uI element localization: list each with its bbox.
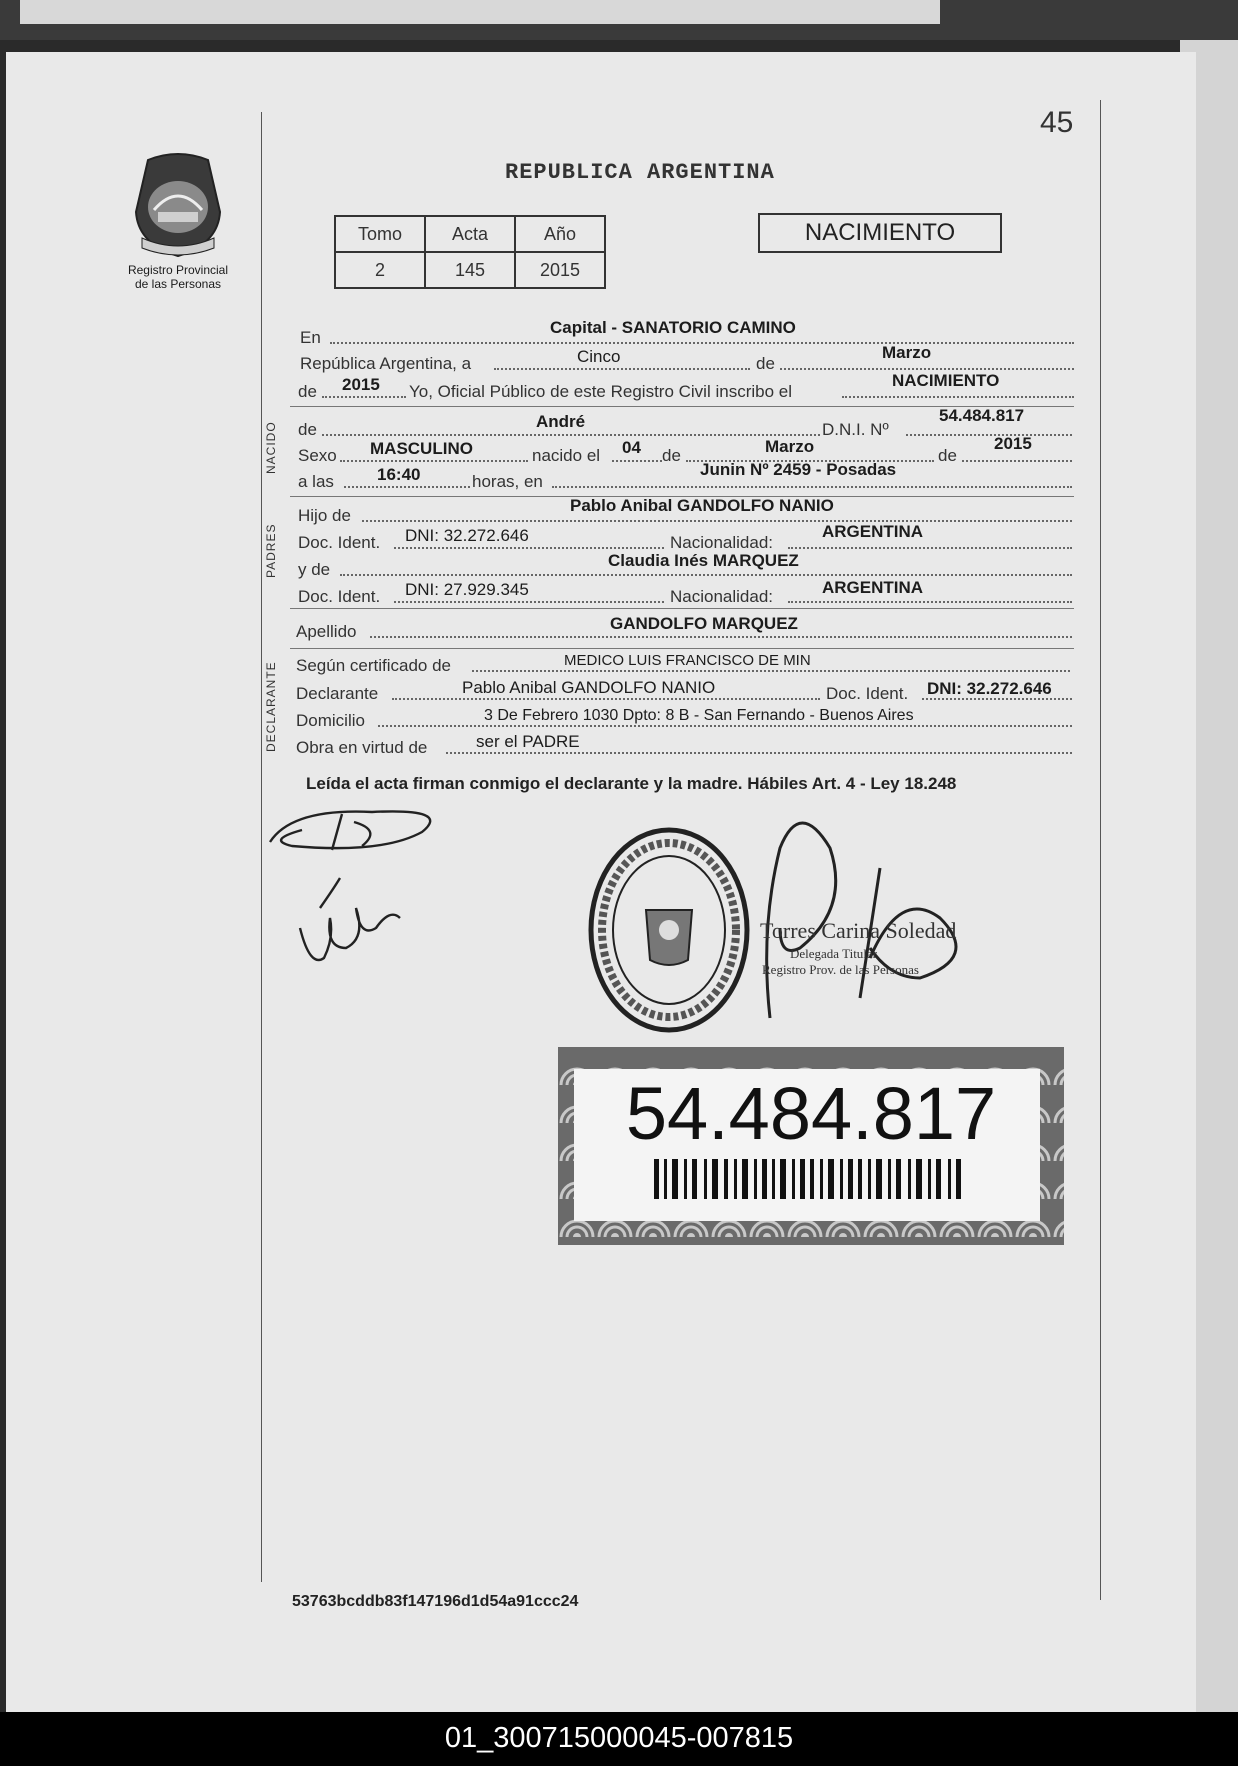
value-madre-nac: ARGENTINA	[822, 578, 924, 597]
dotted-line	[612, 458, 662, 462]
dotted-line	[906, 432, 1072, 436]
registry-table	[334, 215, 606, 289]
value-domicilio: 3 De Febrero 1030 Dpto: 8 B - San Fernando - Buenos Aires	[484, 707, 914, 724]
dotted-line	[842, 394, 1074, 398]
dotted-line	[780, 366, 1074, 370]
registry-value-acta: 145	[425, 252, 515, 288]
label-nacido-de: de	[298, 420, 317, 439]
label-de-mes: de	[756, 354, 775, 373]
value-declarante: Pablo Anibal GANDOLFO NANIO	[462, 678, 716, 697]
label-nacido-el: nacido el	[532, 446, 601, 465]
label-hijo-de: Hijo de	[298, 506, 351, 525]
value-madre-doc: DNI: 27.929.345	[405, 580, 529, 599]
section-separator	[290, 648, 1074, 649]
label-dni: D.N.I. Nº	[822, 420, 889, 439]
value-sexo: MASCULINO	[370, 439, 473, 458]
mother-signature	[290, 868, 410, 978]
value-dia: 04	[622, 438, 641, 457]
registry-header-anio: Año	[515, 216, 605, 252]
registry-header-row	[335, 216, 605, 252]
footer-id: 01_300715000045-007815	[444, 1722, 794, 1754]
document-hash: 53763bcddb83f147196d1d54a91ccc24	[292, 1593, 579, 1610]
value-obra: ser el PADRE	[476, 732, 580, 751]
dotted-line	[552, 484, 1072, 488]
dotted-line	[788, 599, 1072, 603]
label-nacionalidad: Nacionalidad:	[670, 533, 774, 552]
value-hora: 16:40	[377, 465, 421, 484]
value-anio-nac: 2015	[994, 434, 1032, 453]
registry-header-tomo: Tomo	[335, 216, 425, 252]
dotted-line	[494, 366, 750, 370]
label-doc-ident3: Doc. Ident.	[826, 684, 909, 703]
section-nacido: NACIDO	[264, 421, 278, 474]
value-dia-letras: Cinco	[577, 347, 621, 366]
label-nacionalidad2: Nacionalidad:	[670, 587, 774, 606]
label-horas-en: horas, en	[472, 472, 543, 491]
dotted-line	[330, 340, 1074, 344]
label-segun: Según certificado de	[296, 656, 451, 675]
label-de3: de	[938, 446, 957, 465]
value-padre: Pablo Anibal GANDOLFO NANIO	[570, 496, 834, 515]
label-de-anio: de	[298, 382, 317, 401]
emblem-caption-line2: de las Personas	[134, 277, 222, 291]
dotted-line	[788, 545, 1072, 549]
registry-value-anio: 2015	[515, 252, 605, 288]
section-padres: PADRES	[264, 523, 278, 578]
value-nombre: André	[536, 412, 586, 431]
value-lugar-nac: Junin Nº 2459 - Posadas	[700, 460, 897, 479]
label-doc-ident2: Doc. Ident.	[298, 587, 381, 606]
label-a-las: a las	[298, 472, 334, 491]
value-certificado: MEDICO LUIS FRANCISCO DE MIN	[564, 652, 811, 669]
value-padre-doc: DNI: 32.272.646	[405, 526, 529, 545]
officer-name: Torres Carina Soledad	[760, 918, 957, 943]
barcode-label	[558, 1047, 1064, 1245]
background-strip	[0, 0, 1238, 40]
label-republica: República Argentina, a	[300, 354, 472, 373]
dotted-line	[962, 458, 1072, 462]
barcode-number: 54.484.817	[625, 1072, 997, 1155]
official-stamp-icon	[584, 820, 754, 1040]
value-declarante-doc: DNI: 32.272.646	[927, 679, 1052, 698]
province-emblem-icon	[128, 152, 228, 262]
label-declarante: Declarante	[296, 684, 379, 703]
record-type-box: NACIMIENTO	[758, 213, 1002, 253]
officer-office: Registro Prov. de las Personas	[762, 962, 919, 977]
value-padre-nac: ARGENTINA	[822, 522, 924, 541]
dotted-line	[362, 518, 1072, 522]
dotted-line	[370, 634, 1072, 638]
value-anio: 2015	[342, 375, 380, 394]
value-apellido: GANDOLFO MARQUEZ	[610, 614, 798, 633]
label-domicilio: Domicilio	[296, 711, 365, 730]
section-declarante: DECLARANTE	[264, 661, 278, 752]
label-en: En	[300, 328, 321, 347]
label-doc-ident: Doc. Ident.	[298, 533, 381, 552]
label-apellido: Apellido	[296, 622, 357, 641]
document-title: REPUBLICA ARGENTINA	[505, 160, 775, 185]
value-lugar: Capital - SANATORIO CAMINO	[550, 318, 796, 337]
registry-value-tomo: 2	[335, 252, 425, 288]
label-y-de: y de	[298, 560, 331, 579]
right-margin-line	[1100, 100, 1101, 1600]
closing-statement: Leída el acta firman conmigo el declarante y la madre. Hábiles Art. 4 - Ley 18.248	[306, 774, 957, 793]
emblem-caption-line1: Registro Provincial	[127, 263, 229, 277]
emblem-caption	[108, 263, 248, 291]
label-de2: de	[662, 446, 681, 465]
registry-header-acta: Acta	[425, 216, 515, 252]
section-separator	[290, 608, 1074, 609]
declarant-signature	[262, 790, 462, 860]
officer-role: Delegada Titular	[790, 946, 878, 961]
value-madre: Claudia Inés MARQUEZ	[608, 551, 799, 570]
dotted-line	[322, 432, 820, 436]
background-paper	[20, 0, 940, 24]
registry-value-row	[335, 252, 605, 288]
page-number: 45	[1040, 106, 1074, 139]
footer-bar	[0, 1712, 1238, 1766]
value-tipo: NACIMIENTO	[892, 371, 1000, 390]
label-obra: Obra en virtud de	[296, 738, 428, 757]
value-dni: 54.484.817	[939, 406, 1025, 425]
label-oficial: Yo, Oficial Público de este Registro Civil inscribo el	[409, 382, 792, 401]
dotted-line	[340, 572, 1072, 576]
value-mes-nac: Marzo	[765, 437, 815, 456]
value-mes: Marzo	[882, 343, 932, 362]
label-sexo: Sexo	[298, 446, 337, 465]
